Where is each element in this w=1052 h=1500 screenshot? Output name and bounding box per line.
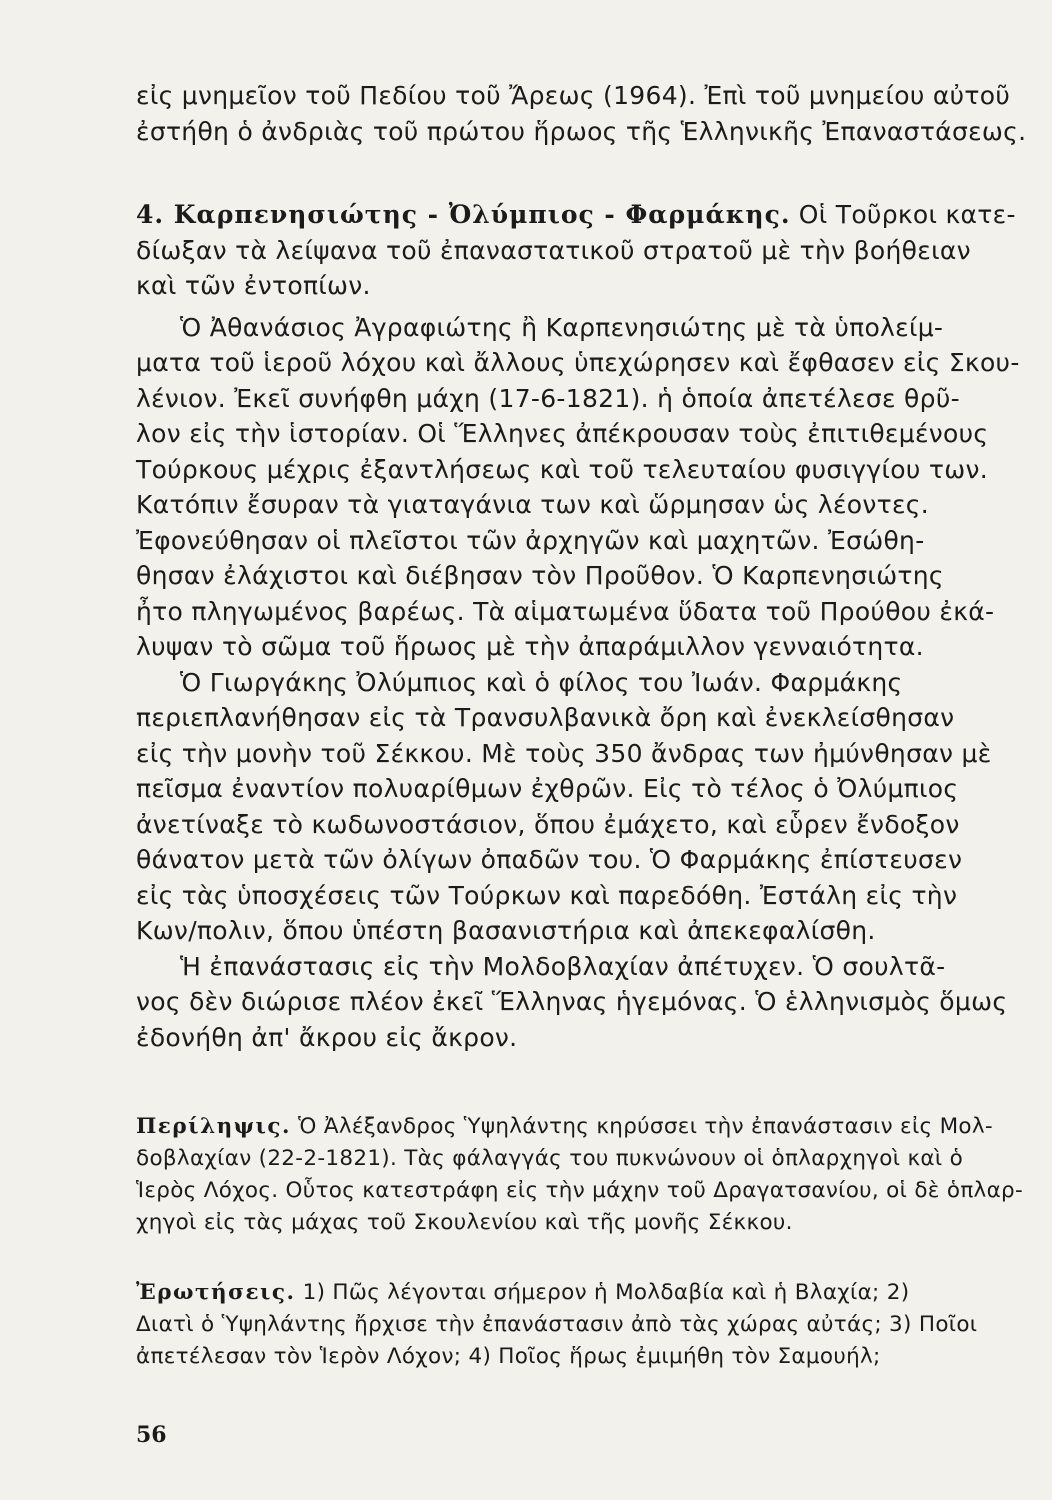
text-line: ἀπετέλεσαν τὸν Ἱερὸν Λόχον; 4) Ποῖος ἥρως ἐμιμήθη τὸν Σαμουήλ; (136, 1344, 881, 1369)
text-line: καὶ τῶν ἐντοπίων. (136, 271, 371, 300)
text-line: δοβλαχίαν (22-2-1821). Τὰς φάλαγγάς του πυκνώνουν οἱ ὁπλαρχηγοὶ καὶ ὁ (136, 1146, 964, 1171)
text-line: Ἡ ἐπανάστασις εἰς τὴν Μολδοβλαχίαν ἀπέτυχεν. Ὁ σουλτᾶ- (180, 951, 946, 981)
questions-section (136, 1277, 990, 1373)
text-line: Διατὶ ὁ Ὑψηλάντης ἤρχισε τὴν ἐπανάστασιν ἀπὸ τὰς χώρας αὐτάς; 3) Ποῖοι (136, 1312, 978, 1337)
text-line: Τούρκους μέχρις ἐξαντλήσεως καὶ τοῦ τελευταίου φυσιγγίου των. (136, 454, 988, 484)
paragraph-moldovlachia (136, 949, 1008, 1056)
paragraph-olympios-farmakis (136, 665, 990, 949)
text-line: Ὁ Γιωργάκης Ὀλύμπιος καὶ ὁ φίλος του Ἰωάν. Φαρμάκης (180, 667, 903, 697)
text-line: εἰς τὴν μονὴν τοῦ Σέκκου. Μὲ τοὺς 350 ἄνδρας των ἠμύνθησαν μὲ (136, 738, 992, 768)
summary-heading-line (136, 1111, 993, 1143)
text-line: Ὁ Ἀθανάσιος Ἀγραφιώτης ἢ Καρπενησιώτης μὲ τὰ ὑπολείμ- (180, 312, 944, 342)
intro-paragraph (136, 78, 1027, 149)
text-line: ἐδονήθη ἀπ' ἄκρου εἰς ἄκρον. (136, 1022, 518, 1052)
text-line: νος δὲν διώρισε πλέον ἐκεῖ Ἕλληνας ἡγεμόνας. Ὁ ἑλληνισμὸς ὅμως (136, 987, 1008, 1016)
text-line: Ἐφονεύθησαν οἱ πλεῖστοι τῶν ἀρχηγῶν καὶ μαχητῶν. Ἐσώθη- (136, 525, 925, 555)
text-line: θάνατον μετὰ τῶν ὀλίγων ὀπαδῶν του. Ὁ Φαρμάκης ἐπίστευσεν (136, 845, 963, 874)
text-line: ἦτο πληγωμένος βαρέως. Τὰ αἱματωμένα ὕδατα τοῦ Προύθου ἐκά- (136, 596, 995, 626)
text-line: ματα τοῦ ἱεροῦ λόχου καὶ ἄλλους ὑπεχώρησεν καὶ ἔφθασεν εἰς Σκου- (136, 348, 1020, 377)
section-heading-line (136, 197, 1016, 233)
summary-label: Περίληψις. (136, 1114, 292, 1139)
text-line: Ἱερὸς Λόχος. Οὗτος κατεστράφη εἰς τὴν μάχην τοῦ Δραγατσανίου, οἱ δὲ ὁπλαρ- (136, 1178, 1024, 1203)
section-heading: 4. Καρπενησιώτης - Ὀλύμπιος - Φαρμάκης. (136, 200, 791, 229)
section-4 (136, 197, 1016, 304)
summary-section (136, 1111, 1024, 1239)
text-line: Κατόπιν ἔσυραν τὰ γιαταγάνια των καὶ ὥρμησαν ὡς λέοντες. (136, 490, 930, 519)
text-line: πεῖσμα ἐναντίον πολυαρίθμων ἐχθρῶν. Εἰς τὸ τέλος ὁ Ὀλύμπιος (136, 774, 959, 803)
page-number: 56 (136, 1422, 167, 1448)
text-span: Ὁ Ἀλέξανδρος Ὑψηλάντης κηρύσσει τὴν ἐπανάστασιν εἰς Μολ- (291, 1114, 993, 1139)
text-line: εἰς μνημεῖον τοῦ Πεδίου τοῦ Ἄρεως (1964). Ἐπὶ τοῦ μνημείου αὐτοῦ (136, 81, 1011, 110)
questions-label: Ἐρωτήσεις. (136, 1280, 296, 1305)
text-line: θησαν ἐλάχιστοι καὶ διέβησαν τὸν Προῦθον. Ὁ Καρπενησιώτης (136, 561, 944, 590)
text-line: ἐστήθη ὁ ἀνδριὰς τοῦ πρώτου ἥρωος τῆς Ἑλληνικῆς Ἐπαναστάσεως. (136, 116, 1027, 146)
text-line: περιεπλανήθησαν εἰς τὰ Τρανσυλβανικὰ ὄρη καὶ ἐνεκλείσθησαν (136, 703, 955, 732)
text-line: χηγοὶ εἰς τὰς μάχας τοῦ Σκουλενίου καὶ τῆς μονῆς Σέκκου. (136, 1210, 793, 1235)
text-span: 1) Πῶς λέγονται σήμερον ἡ Μολδαβία καὶ ἡ Βλαχία; 2) (295, 1280, 910, 1305)
text-span: Οἱ Τοῦρκοι κατε- (790, 200, 1016, 229)
questions-heading-line (136, 1277, 990, 1309)
text-line: Κων/πολιν, ὅπου ὑπέστη βασανιστήρια καὶ ἀπεκεφαλίσθη. (136, 916, 876, 945)
text-line: δίωξαν τὰ λείψανα τοῦ ἐπαναστατικοῦ στρατοῦ μὲ τὴν βοήθειαν (136, 235, 971, 265)
text-line: εἰς τὰς ὑποσχέσεις τῶν Τούρκων καὶ παρεδόθη. Ἐστάλη εἰς τὴν (136, 880, 958, 910)
paragraph-karpenisiotis (136, 310, 1020, 665)
text-line: λένιον. Ἐκεῖ συνήφθη μάχη (17-6-1821). ἡ ὁποία ἀπετέλεσε θρῦ- (136, 383, 960, 413)
text-line: λον εἰς τὴν ἱστορίαν. Οἱ Ἕλληνες ἀπέκρουσαν τοὺς ἐπιτιθεμένους (136, 419, 989, 448)
text-line: ἀνετίναξε τὸ κωδωνοστάσιον, ὅπου ἐμάχετο, καὶ εὗρεν ἔνδοξον (136, 809, 960, 839)
text-line: λυψαν τὸ σῶμα τοῦ ἥρωος μὲ τὴν ἀπαράμιλλον γενναιότητα. (136, 632, 924, 661)
